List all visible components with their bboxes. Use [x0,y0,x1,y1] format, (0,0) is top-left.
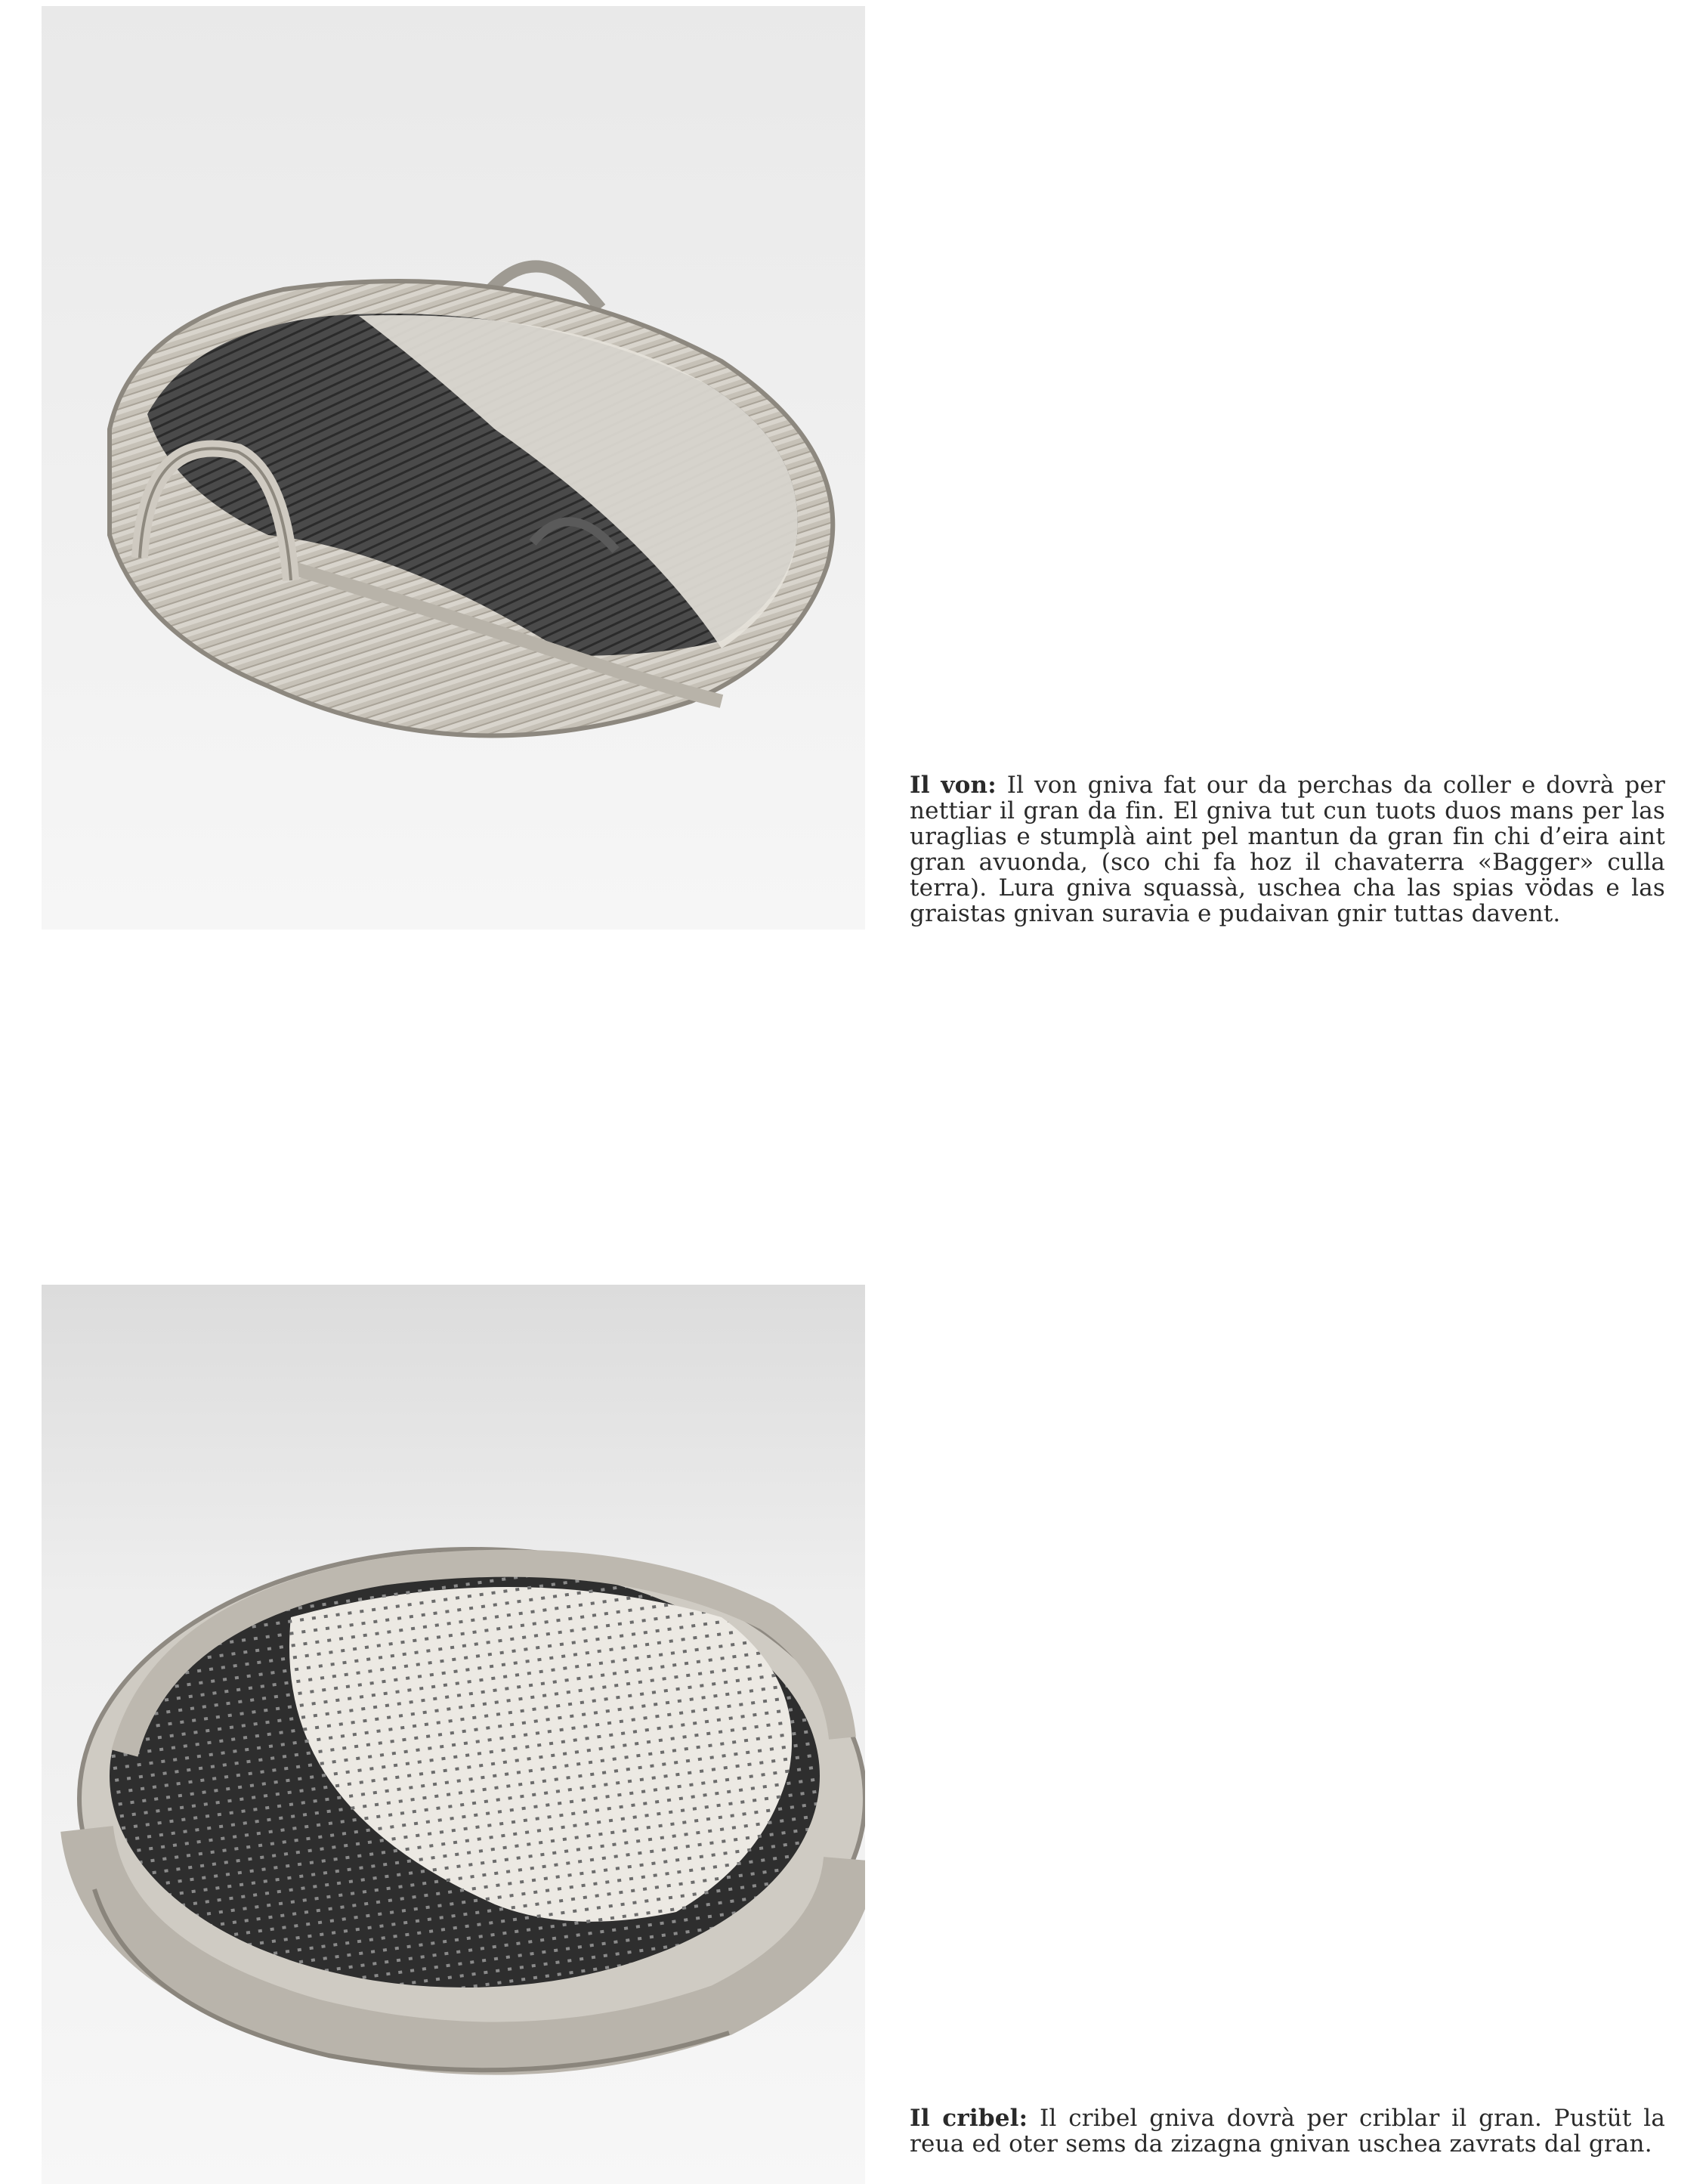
caption-von-text: Il von gniva fat our da perchas da coller e dovrà per nettiar il gran da fin. El gniva tut cun tuots duos mans per las uraglias e stumplà aint pel mantun da gran fin chi d’eira aint gran avuonda, (sco chi fa hoz il chavaterra «Bagger» culla terra). Lura gniva squassà, uschea cha las spias vödas e las graistas gnivan suravia e pudaivan gnir tuttas davent. [910,772,1665,927]
sieve-photo [42,1285,865,2184]
caption-cribel [910,2105,1665,2157]
caption-von [910,772,1665,926]
caption-von-term: Il von: [910,772,997,799]
caption-cribel-term: Il cribel: [910,2105,1028,2132]
basket-photo [42,6,865,930]
caption-cribel-text: Il cribel gniva dovrà per criblar il gran. Pustüt la reua ed oter sems da zizagna gnivan uschea zavrats dal gran. [910,2105,1665,2158]
